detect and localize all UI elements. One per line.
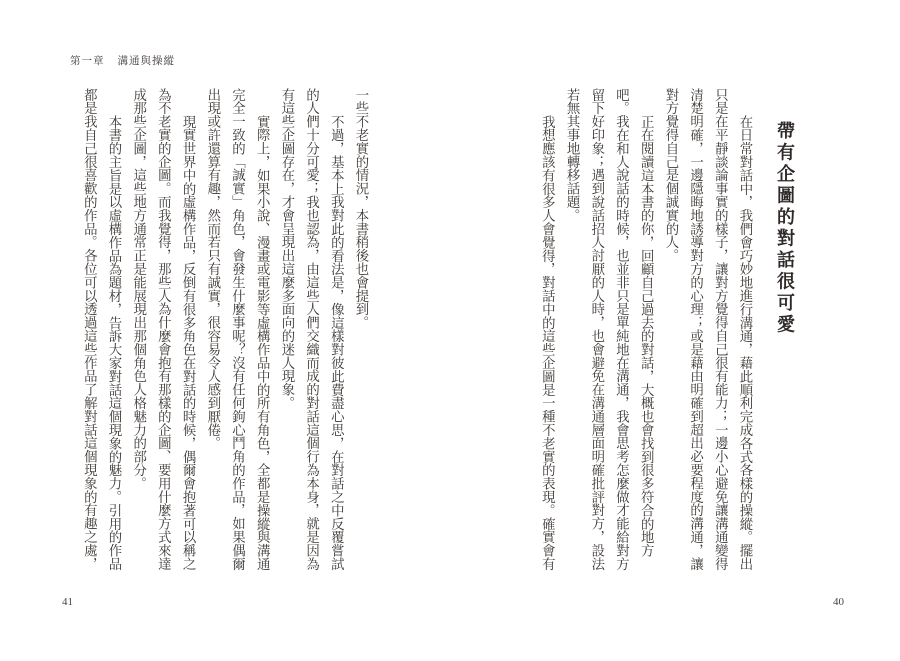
paragraph: 現實世界中的虛構作品，反倒有很多角色在對話的時候，偶爾會抱著可以稱之為不老實的企圖。而我覺得，那些人為什麼會抱有那樣的企圖、要用什麼方式來達成那些企圖，這些地方通常正是能展現出那個角色人格魅力的部分。 — [131, 88, 197, 571]
page-number-left: 41 — [62, 596, 73, 608]
page-number-right: 40 — [833, 596, 844, 608]
paragraph: 不過，基本上我對此的看法是，像這樣對彼此費盡心思，在對話之中反覆嘗試的人們十分可愛；我也認為，由這些人們交織而成的對話這個行為本身，就是因為有這些企圖存在，才會呈現出這麼多面向的迷人現象。 — [279, 88, 345, 571]
paragraph: 我想應該有很多人會覺得，對話中的這些企圖是一種不老實的表現。確實會有 — [540, 114, 556, 571]
paragraph: 正在閱讀這本書的你，回顧自己過去的對話，大概也會找到很多符合的地方吧。我在和人說話的時候，也並非只是單純地在溝通，我會思考怎麼做才能給對方留下好印象；遇到說話招人討厭的人時，也會避免在溝通層面明確批評對方，設法若無其事地轉移話題。 — [565, 88, 655, 571]
paragraph: 一些不老實的情況，本書稍後也會提到。 — [354, 88, 369, 330]
paragraph: 實際上，如果小說、漫畫或電影等虛構作品中的所有角色，全都是操縱與溝通完全一致的「誠實」角色，會發生什麼事呢？沒有任何鉤心鬥角的作品，如果偶爾出現或許還算有趣，然而若只有誠實，很容易令人感到厭倦。 — [205, 88, 271, 571]
running-header — [70, 53, 175, 68]
section-title: 帶有企圖的對話很可愛 — [775, 121, 795, 336]
chapter-number: 第一章 — [70, 56, 105, 67]
left-page-text — [77, 88, 373, 575]
paragraph: 在日常對話中，我們會巧妙地進行溝通，藉此順利完成各式各樣的操縱。擺出只是在平靜談論事實的樣子，讓對方覺得自己很有能力；一邊小心避免讓溝通變得清楚明確，一邊隱晦地誘導對方的心理；或是藉由明確到超出必要程度的溝通，讓對方覺得自己是個誠實的人。 — [663, 88, 753, 571]
paragraph: 本書的主旨是以虛構作品為題材，告訴大家對話這個現象的魅力。引用的作品都是我自己很喜歡的作品。各位可以透過這些作品了解對話這個現象的有趣之處， — [82, 88, 122, 571]
right-page-text — [535, 88, 798, 575]
chapter-title: 溝通與操縱 — [117, 56, 175, 67]
